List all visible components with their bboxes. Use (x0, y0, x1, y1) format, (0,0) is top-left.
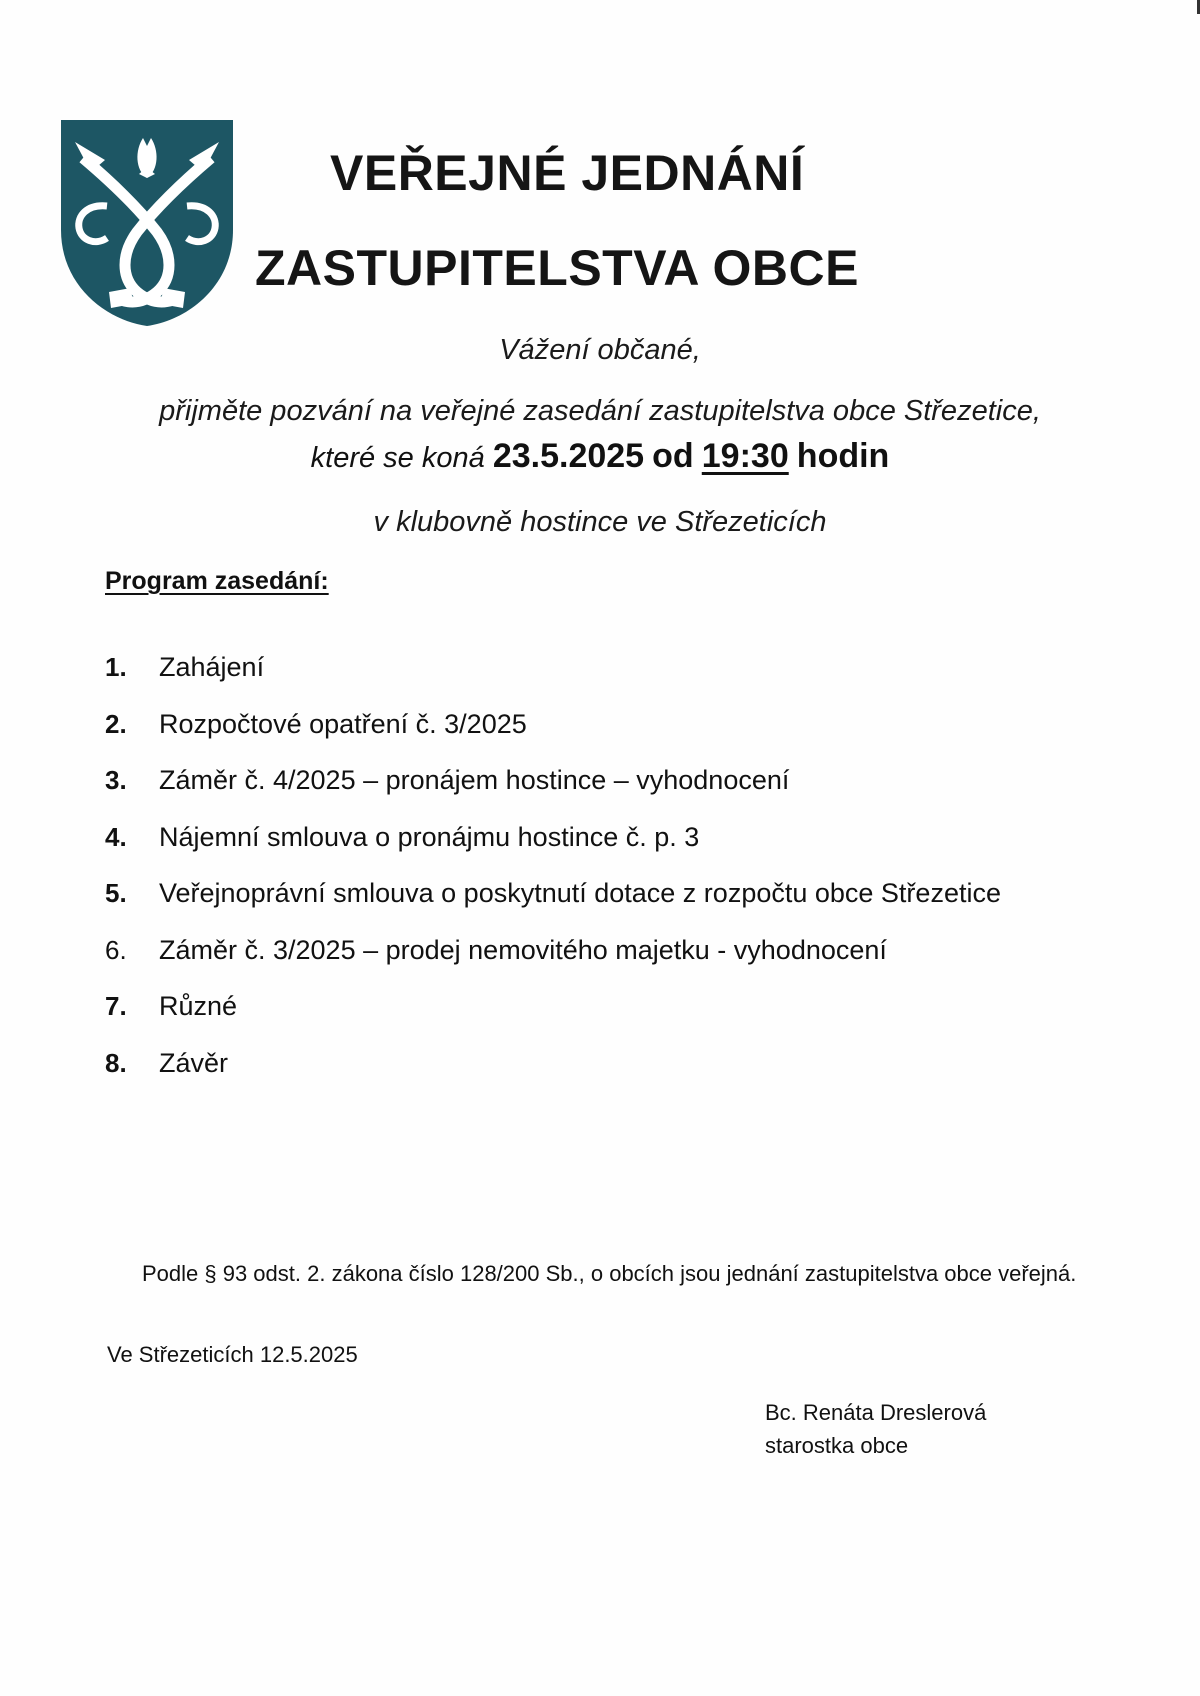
agenda-item (105, 765, 1001, 822)
agenda-item-number: 4. (105, 821, 127, 852)
program-heading: Program zasedání: (105, 567, 329, 595)
agenda-item-text: Různé (159, 991, 238, 1021)
agenda-item (105, 709, 1001, 766)
meeting-time: 19:30 (701, 437, 789, 475)
hours-word: hodin (796, 437, 890, 475)
agenda-item (105, 652, 1001, 709)
document-title-line-2: ZASTUPITELSTVA OBCE (255, 240, 859, 296)
agenda-item (105, 991, 1001, 1048)
agenda-item-text: Nájemní smlouva o pronájmu hostince č. p. 3 (159, 821, 700, 852)
agenda-item-text: Záměr č. 3/2025 – prodej nemovitého majetku - vyhodnocení (159, 934, 887, 965)
agenda-item-number: 3. (105, 765, 127, 795)
signer-role: starostka obce (765, 1433, 909, 1458)
agenda-list (105, 652, 1001, 1104)
municipal-coat-of-arms-icon (61, 120, 233, 326)
agenda-item-text: Závěr (159, 1047, 229, 1078)
agenda-item (105, 1048, 1001, 1105)
document-title-line-1: VEŘEJNÉ JEDNÁNÍ (330, 145, 805, 201)
from-word: od (652, 437, 694, 475)
agenda-item (105, 935, 1001, 992)
agenda-item-number: 1. (105, 652, 127, 682)
signer-name: Bc. Renáta Dreslerová (765, 1400, 987, 1425)
agenda-item (105, 822, 1001, 879)
meeting-place: v klubovně hostince ve Střezeticích (373, 506, 827, 538)
agenda-item-number: 2. (105, 708, 127, 739)
agenda-item-text: Veřejnoprávní smlouva o poskytnutí dotace z rozpočtu obce Střezetice (159, 878, 1001, 908)
agenda-item-text: Rozpočtové opatření č. 3/2025 (159, 708, 527, 739)
agenda-item-number: 7. (105, 991, 127, 1021)
legal-note: Podle § 93 odst. 2. zákona číslo 128/200 Sb., o obcích jsou jednání zastupitelstva obce veřejná. (142, 1261, 1077, 1286)
agenda-item-text: Záměr č. 4/2025 – pronájem hostince – vyhodnocení (159, 765, 790, 795)
greeting: Vážení občané, (499, 334, 701, 366)
invitation-text: přijměte pozvání na veřejné zasedání zastupitelstva obce Střezetice, (159, 395, 1041, 427)
agenda-item-number: 5. (105, 878, 127, 908)
meeting-date-time (0, 437, 1200, 476)
signature-block (765, 1396, 986, 1462)
when-lead-text: které se koná (310, 442, 485, 474)
agenda-item (105, 878, 1001, 935)
agenda-item-text: Zahájení (159, 652, 265, 682)
agenda-item-number: 8. (105, 1047, 127, 1078)
meeting-date: 23.5.2025 (492, 437, 645, 475)
place-and-date: Ve Střezeticích 12.5.2025 (107, 1342, 358, 1367)
agenda-item-number: 6. (105, 934, 127, 965)
